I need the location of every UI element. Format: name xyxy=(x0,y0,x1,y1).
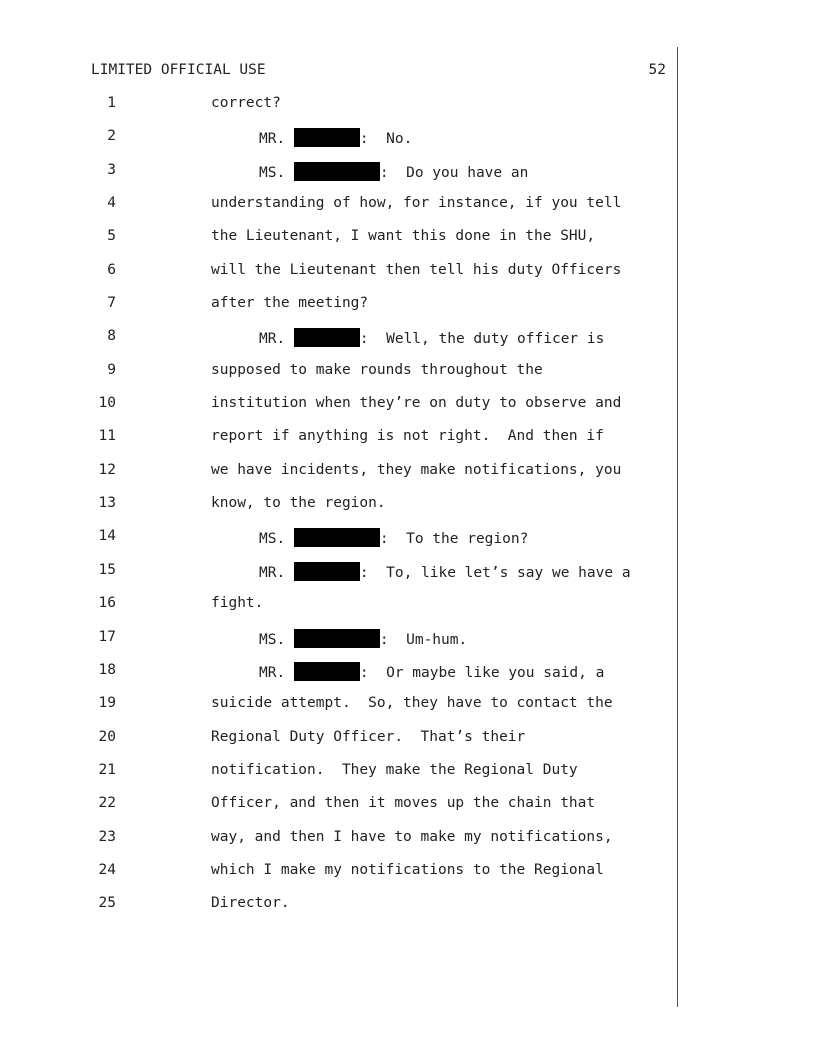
line-text: : To the region? xyxy=(379,531,529,548)
speaker-line xyxy=(259,662,604,681)
transcript-line xyxy=(0,692,680,725)
transcript-line xyxy=(0,559,680,592)
speaker-title: MR. xyxy=(259,564,294,581)
redaction-block xyxy=(294,328,360,347)
transcript-line xyxy=(0,259,680,292)
redaction-block xyxy=(294,629,380,648)
line-number: 7 xyxy=(107,295,116,312)
line-number: 13 xyxy=(98,495,116,512)
speaker-title: MS. xyxy=(259,531,294,548)
transcript-line xyxy=(0,525,680,558)
speaker-line xyxy=(259,128,412,147)
line-text: we have incidents, they make notifications, you xyxy=(211,461,622,478)
transcript-line xyxy=(0,659,680,692)
line-text: the Lieutenant, I want this done in the SHU, xyxy=(211,228,596,245)
transcript-line xyxy=(0,392,680,425)
transcript-line xyxy=(0,626,680,659)
line-number: 1 xyxy=(107,95,116,111)
transcript-line xyxy=(0,726,680,759)
line-number: 24 xyxy=(98,861,116,878)
line-number: 12 xyxy=(98,461,116,478)
line-number: 3 xyxy=(107,161,116,178)
line-text: : Well, the duty officer is xyxy=(359,331,605,348)
line-text: which I make my notifications to the Regional xyxy=(211,861,604,878)
transcript-line xyxy=(0,459,680,492)
line-text: understanding of how, for instance, if you tell xyxy=(211,195,622,212)
line-number: 2 xyxy=(107,128,116,145)
speaker-title: MS. xyxy=(259,164,294,181)
speaker-title: MR. xyxy=(259,331,294,348)
speaker-line xyxy=(259,162,528,181)
line-text: correct? xyxy=(211,95,281,111)
speaker-title: MR. xyxy=(259,131,294,148)
transcript-line xyxy=(0,425,680,458)
line-number: 17 xyxy=(98,628,116,645)
line-text: : Or maybe like you said, a xyxy=(359,664,605,681)
line-number: 25 xyxy=(98,895,116,912)
line-text: : Do you have an xyxy=(379,164,529,181)
line-number: 18 xyxy=(98,661,116,678)
transcript-line xyxy=(0,359,680,392)
transcript-line xyxy=(0,92,680,125)
transcript-line xyxy=(0,759,680,792)
line-number: 21 xyxy=(98,761,116,778)
speaker-line xyxy=(259,328,604,347)
line-text: : No. xyxy=(359,131,413,148)
speaker-line xyxy=(259,562,631,581)
line-number: 20 xyxy=(98,728,116,745)
line-text: : Um-hum. xyxy=(379,631,468,648)
redaction-block xyxy=(294,128,360,147)
speaker-title: MS. xyxy=(259,631,294,648)
speaker-line xyxy=(259,528,528,547)
line-number: 10 xyxy=(98,395,116,412)
transcript-line xyxy=(0,792,680,825)
line-text: Officer, and then it moves up the chain that xyxy=(211,795,596,812)
transcript-line xyxy=(0,325,680,358)
line-number: 23 xyxy=(98,828,116,845)
transcript-body xyxy=(0,92,680,926)
line-number: 9 xyxy=(107,361,116,378)
speaker-title: MR. xyxy=(259,664,294,681)
redaction-block xyxy=(294,162,380,181)
classification-header: LIMITED OFFICIAL USE xyxy=(91,62,266,78)
line-number: 4 xyxy=(107,195,116,212)
speaker-line xyxy=(259,629,467,648)
line-text: know, to the region. xyxy=(211,495,386,512)
line-number: 15 xyxy=(98,561,116,578)
line-text: will the Lieutenant then tell his duty Officers xyxy=(211,261,622,278)
line-number: 11 xyxy=(98,428,116,445)
line-number: 6 xyxy=(107,261,116,278)
transcript-line xyxy=(0,125,680,158)
line-text: supposed to make rounds throughout the xyxy=(211,361,543,378)
redaction-block xyxy=(294,562,360,581)
transcript-line xyxy=(0,859,680,892)
line-number: 5 xyxy=(107,228,116,245)
line-text: report if anything is not right. And then if xyxy=(211,428,604,445)
transcript-line xyxy=(0,492,680,525)
line-text: Director. xyxy=(211,895,290,912)
line-number: 19 xyxy=(98,695,116,712)
line-text: Regional Duty Officer. That’s their xyxy=(211,728,526,745)
transcript-line xyxy=(0,826,680,859)
line-number: 8 xyxy=(107,328,116,345)
line-text: : To, like let’s say we have a xyxy=(359,564,631,581)
line-number: 22 xyxy=(98,795,116,812)
line-text: notification. They make the Regional Duty xyxy=(211,761,578,778)
page-number: 52 xyxy=(648,62,666,78)
line-number: 16 xyxy=(98,595,116,612)
line-text: way, and then I have to make my notifications, xyxy=(211,828,613,845)
transcript-line xyxy=(0,292,680,325)
line-text: fight. xyxy=(211,595,264,612)
transcript-line xyxy=(0,192,680,225)
transcript-line xyxy=(0,892,680,925)
line-text: suicide attempt. So, they have to contact the xyxy=(211,695,613,712)
redaction-block xyxy=(294,528,380,547)
line-number: 14 xyxy=(98,528,116,545)
transcript-line xyxy=(0,592,680,625)
line-text: after the meeting? xyxy=(211,295,369,312)
line-text: institution when they’re on duty to observe and xyxy=(211,395,622,412)
transcript-line xyxy=(0,225,680,258)
transcript-line xyxy=(0,159,680,192)
redaction-block xyxy=(294,662,360,681)
